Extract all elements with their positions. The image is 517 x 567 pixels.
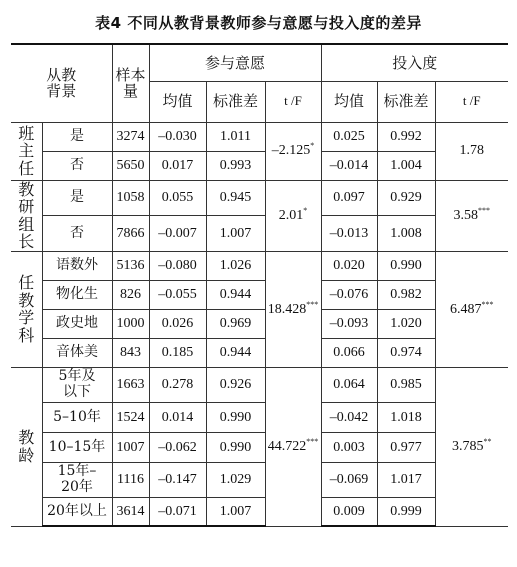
participation-sd-text: 1.011 xyxy=(220,128,251,144)
row-label-text: 否 xyxy=(70,156,84,173)
sample-size xyxy=(112,151,149,180)
row-label xyxy=(42,309,112,338)
participation-mean xyxy=(149,338,206,367)
sample-size-text: 3274 xyxy=(116,128,145,144)
participation-stat xyxy=(265,367,321,526)
group-label xyxy=(11,251,42,367)
investment-mean xyxy=(321,216,377,252)
sample-size xyxy=(112,462,149,497)
investment-sd-text: 0.990 xyxy=(390,258,422,274)
table-row xyxy=(11,216,508,252)
participation-sd-text: 1.007 xyxy=(219,503,252,519)
investment-mean-text: –0.014 xyxy=(329,157,369,173)
participation-mean xyxy=(149,462,206,497)
investment-stat xyxy=(435,251,508,367)
participation-sd xyxy=(206,180,265,216)
table-row xyxy=(11,180,508,216)
row-label xyxy=(42,180,112,216)
investment-sd xyxy=(377,122,435,151)
participation-sd-text: 0.944 xyxy=(219,287,252,303)
investment-sd-text: 1.018 xyxy=(390,409,422,425)
participation-sd xyxy=(206,251,265,280)
participation-sd-text: 1.007 xyxy=(219,225,252,241)
row-label xyxy=(42,216,112,252)
significance-marker: *** xyxy=(481,299,494,309)
sample-size-text: 1116 xyxy=(117,472,144,488)
row-label-text: 音体美 xyxy=(56,344,98,361)
participation-sd-text: 0.993 xyxy=(219,157,252,173)
sample-size-text: 7866 xyxy=(116,225,145,241)
investment-sd-text: 0.985 xyxy=(390,377,422,393)
table-row xyxy=(11,122,508,151)
sample-size xyxy=(112,122,149,151)
sample-size xyxy=(112,280,149,309)
table-row xyxy=(11,309,508,338)
investment-sd-text: 1.004 xyxy=(390,157,422,173)
table-title: 表4 不同从教背景教师参与意愿与投入度的差异 xyxy=(95,14,422,32)
table-row xyxy=(11,338,508,367)
header-mean: 均值 xyxy=(321,81,377,122)
investment-sd-text: 0.974 xyxy=(390,345,422,361)
participation-sd-text: 0.969 xyxy=(219,316,252,332)
participation-mean-text: 0.026 xyxy=(161,316,194,332)
investment-mean xyxy=(321,338,377,367)
investment-sd xyxy=(377,280,435,309)
participation-sd xyxy=(206,462,265,497)
row-label-text: 是 xyxy=(70,127,84,144)
significance-marker: * xyxy=(303,205,308,215)
investment-sd-text: 0.999 xyxy=(390,503,422,519)
row-label-text: 5年及 以下 xyxy=(58,368,96,400)
investment-stat xyxy=(435,122,508,180)
sample-size-text: 5136 xyxy=(116,258,145,274)
participation-stat xyxy=(265,180,321,251)
participation-mean xyxy=(149,432,206,462)
sample-size-text: 826 xyxy=(120,287,141,303)
participation-mean xyxy=(149,216,206,252)
table-row xyxy=(11,462,508,497)
header-investment: 投入度 xyxy=(321,44,508,81)
investment-sd xyxy=(377,462,435,497)
stat-value: 18.428 xyxy=(267,301,307,317)
investment-sd xyxy=(377,338,435,367)
participation-sd-text: 0.990 xyxy=(219,409,252,425)
row-label-text: 20年以上 xyxy=(47,502,107,519)
row-label xyxy=(42,462,112,497)
sample-size xyxy=(112,497,149,526)
participation-mean xyxy=(149,180,206,216)
table-row xyxy=(11,367,508,402)
investment-sd-text: 0.929 xyxy=(390,190,422,206)
investment-mean-text: 0.025 xyxy=(333,128,365,144)
stat-value: 1.78 xyxy=(459,143,484,159)
investment-sd-text: 1.008 xyxy=(390,225,422,241)
row-label-text: 语数外 xyxy=(56,257,98,274)
investment-mean xyxy=(321,251,377,280)
participation-mean xyxy=(149,280,206,309)
investment-sd xyxy=(377,216,435,252)
row-label xyxy=(42,497,112,526)
investment-mean-text: 0.020 xyxy=(333,258,365,274)
participation-sd xyxy=(206,122,265,151)
participation-mean xyxy=(149,402,206,432)
participation-sd-text: 0.945 xyxy=(219,190,252,206)
participation-mean-text: –0.055 xyxy=(158,287,197,303)
group-label-text: 教 研 组 长 xyxy=(18,179,35,252)
table-row xyxy=(11,497,508,526)
participation-mean-text: 0.017 xyxy=(161,157,194,173)
sample-size-text: 843 xyxy=(120,345,141,361)
participation-mean-text: –0.071 xyxy=(158,503,197,519)
sample-size-text: 5650 xyxy=(116,157,145,173)
sample-size xyxy=(112,338,149,367)
header-row-1 xyxy=(11,44,508,81)
participation-mean-text: 0.185 xyxy=(161,345,194,361)
participation-mean-text: 0.278 xyxy=(161,377,194,393)
row-label xyxy=(42,338,112,367)
header-tf: t /F xyxy=(265,81,321,122)
sample-size-text: 3614 xyxy=(116,503,145,519)
row-label-text: 政史地 xyxy=(56,315,98,332)
participation-sd xyxy=(206,338,265,367)
table-row xyxy=(11,432,508,462)
participation-mean-text: –0.080 xyxy=(158,258,197,274)
investment-sd xyxy=(377,251,435,280)
investment-mean xyxy=(321,180,377,216)
significance-marker: ** xyxy=(483,437,492,447)
row-label xyxy=(42,151,112,180)
row-label xyxy=(42,251,112,280)
header-tf: t /F xyxy=(435,81,508,122)
investment-mean xyxy=(321,280,377,309)
investment-mean-text: –0.013 xyxy=(329,225,369,241)
sample-size xyxy=(112,432,149,462)
investment-mean xyxy=(321,367,377,402)
investment-mean xyxy=(321,402,377,432)
investment-sd-text: 0.982 xyxy=(390,287,422,303)
participation-sd xyxy=(206,497,265,526)
investment-sd xyxy=(377,367,435,402)
investment-mean-text: 0.064 xyxy=(333,377,365,393)
header-sd: 标准差 xyxy=(206,81,265,122)
investment-mean xyxy=(321,432,377,462)
row-label-text: 否 xyxy=(70,224,84,241)
table-row xyxy=(11,151,508,180)
significance-marker: *** xyxy=(478,205,490,215)
header-background: 从教 背景 xyxy=(11,44,112,122)
investment-stat xyxy=(435,180,508,251)
investment-mean xyxy=(321,122,377,151)
participation-mean xyxy=(149,367,206,402)
significance-marker: *** xyxy=(306,437,319,447)
header-sample: 样本 量 xyxy=(112,44,149,122)
significance-marker: * xyxy=(310,141,315,151)
stat-value: 44.722 xyxy=(267,439,307,455)
participation-stat xyxy=(265,122,321,180)
sample-size xyxy=(112,180,149,216)
sample-size-text: 1663 xyxy=(116,377,145,393)
sample-size xyxy=(112,251,149,280)
investment-mean xyxy=(321,497,377,526)
row-label xyxy=(42,432,112,462)
sample-size-text: 1007 xyxy=(116,439,145,455)
investment-sd xyxy=(377,497,435,526)
investment-mean xyxy=(321,309,377,338)
row-label-text: 5–10年 xyxy=(53,408,101,425)
investment-sd-text: 1.020 xyxy=(390,316,422,332)
participation-mean xyxy=(149,122,206,151)
stat-value: 6.487 xyxy=(450,301,482,317)
participation-sd xyxy=(206,216,265,252)
participation-mean xyxy=(149,497,206,526)
row-label-text: 是 xyxy=(70,189,84,206)
sample-size-text: 1524 xyxy=(116,409,145,425)
investment-mean-text: –0.093 xyxy=(329,316,369,332)
data-table xyxy=(11,43,508,527)
participation-mean-text: –0.147 xyxy=(158,472,197,488)
investment-sd xyxy=(377,432,435,462)
group-label-text: 任 教 学 科 xyxy=(18,273,35,345)
header-participation: 参与意愿 xyxy=(149,44,321,81)
participation-mean xyxy=(149,151,206,180)
row-label xyxy=(42,367,112,402)
investment-mean xyxy=(321,151,377,180)
investment-mean-text: 0.066 xyxy=(333,345,365,361)
table-row xyxy=(11,402,508,432)
significance-marker: *** xyxy=(306,299,319,309)
participation-sd-text: 1.029 xyxy=(219,472,252,488)
participation-mean xyxy=(149,251,206,280)
stat-value: 3.58 xyxy=(453,207,478,223)
investment-sd xyxy=(377,151,435,180)
row-label xyxy=(42,402,112,432)
row-label xyxy=(42,122,112,151)
participation-mean-text: –0.030 xyxy=(158,128,197,144)
group-label xyxy=(11,367,42,526)
header-mean: 均值 xyxy=(149,81,206,122)
participation-mean-text: –0.062 xyxy=(158,439,197,455)
stat-value: 2.01 xyxy=(278,207,304,223)
sample-size xyxy=(112,216,149,252)
row-label-text: 10–15年 xyxy=(48,438,106,455)
investment-sd xyxy=(377,402,435,432)
participation-sd xyxy=(206,280,265,309)
investment-sd-text: 0.977 xyxy=(390,439,422,455)
participation-mean-text: –0.007 xyxy=(158,225,197,241)
participation-sd xyxy=(206,309,265,338)
participation-sd-text: 0.944 xyxy=(219,345,252,361)
investment-mean-text: –0.069 xyxy=(329,472,369,488)
participation-mean xyxy=(149,309,206,338)
investment-mean-text: –0.042 xyxy=(329,409,369,425)
group-label-text: 教 龄 xyxy=(18,428,35,465)
investment-mean-text: 0.003 xyxy=(333,439,365,455)
participation-sd-text: 0.990 xyxy=(219,439,252,455)
row-label xyxy=(42,280,112,309)
stat-value: –2.125 xyxy=(271,143,311,159)
participation-sd xyxy=(206,151,265,180)
table-row xyxy=(11,280,508,309)
sample-size-text: 1000 xyxy=(116,316,145,332)
participation-mean-text: 0.014 xyxy=(161,409,194,425)
participation-sd-text: 0.926 xyxy=(219,377,252,393)
participation-sd xyxy=(206,367,265,402)
header-sd: 标准差 xyxy=(377,81,435,122)
sample-size-text: 1058 xyxy=(116,190,145,206)
investment-sd xyxy=(377,309,435,338)
group-label xyxy=(11,180,42,251)
investment-sd-text: 1.017 xyxy=(390,472,422,488)
investment-mean-text: –0.076 xyxy=(329,287,369,303)
sample-size xyxy=(112,367,149,402)
investment-sd-text: 0.992 xyxy=(390,128,422,144)
investment-sd xyxy=(377,180,435,216)
participation-sd-text: 1.026 xyxy=(219,258,252,274)
sample-size xyxy=(112,402,149,432)
group-label-text: 班 主 任 xyxy=(18,123,35,178)
sample-size xyxy=(112,309,149,338)
row-label-text: 15年– 20年 xyxy=(57,463,97,495)
participation-sd xyxy=(206,402,265,432)
participation-sd xyxy=(206,432,265,462)
group-label xyxy=(11,122,42,180)
participation-mean-text: 0.055 xyxy=(161,190,194,206)
investment-mean-text: 0.097 xyxy=(333,190,365,206)
investment-mean-text: 0.009 xyxy=(333,503,365,519)
investment-stat xyxy=(435,367,508,526)
investment-mean xyxy=(321,462,377,497)
participation-stat xyxy=(265,251,321,367)
row-label-text: 物化生 xyxy=(56,286,98,303)
stat-value: 3.785 xyxy=(452,439,484,455)
table-row xyxy=(11,251,508,280)
